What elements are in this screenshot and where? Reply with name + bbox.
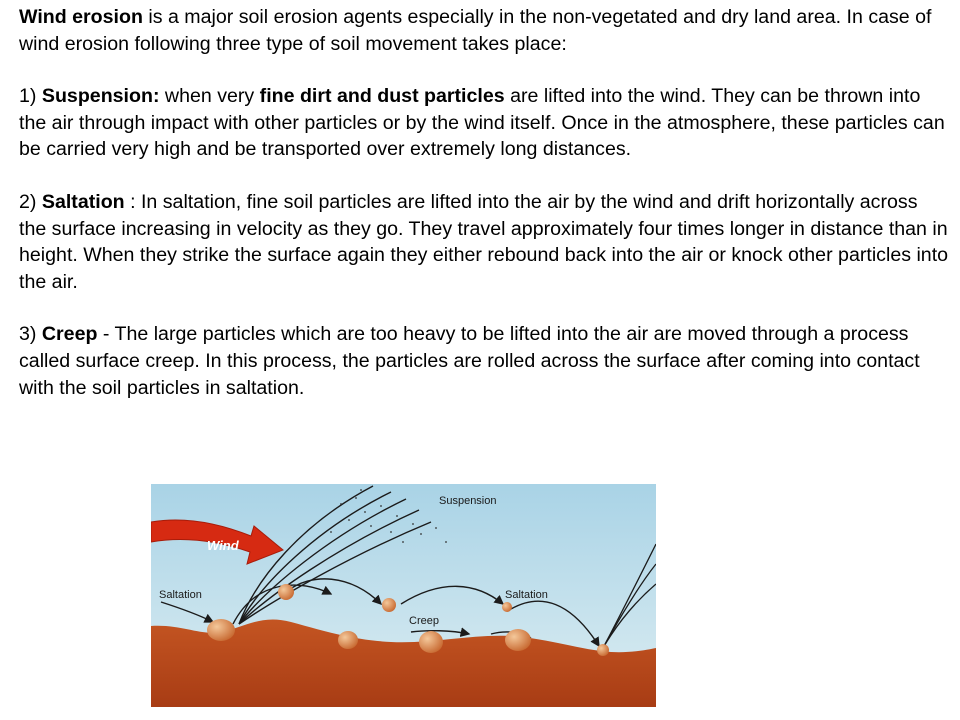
suspension-paragraph [19,83,949,163]
wind-label: Wind [207,538,239,553]
item-number: 1) [19,85,37,108]
suspension-emphasis: fine dirt and dust particles [259,85,505,108]
creep-paragraph [19,321,949,401]
item-number: 2) [19,190,37,213]
article-text [19,4,949,427]
suspension-text-a: when very [159,85,260,108]
saltation-paragraph [19,189,949,295]
wind-erosion-diagram [151,484,656,707]
suspension-text-b: are lifted into the wind. They can be thrown into the air through impact with other particles or by the wind itself. Once in the atmosphere, these particles can be carried very high and be transported over extremely long distances. [19,85,945,161]
intro-term: Wind erosion [19,6,143,28]
creep-label: Creep [409,615,439,627]
diagram-svg [151,484,656,707]
creep-term: Creep [41,323,98,346]
saltation-label-left: Saltation [159,589,202,601]
intro-paragraph [19,4,949,57]
saltation-text: : In saltation, fine soil particles are lifted into the air by the wind and drift horizontally across the surface increasing in velocity as they go. They travel approximately four times longer in distance than in height. When they strike the surface again they either rebound back into the air or knock other particles into the air. [19,190,949,293]
item-number: 3) [19,323,37,346]
saltation-term: Saltation [41,190,125,213]
creep-text: - The large particles which are too heavy to be lifted into the air are moved through a process called surface creep. In this process, the particles are rolled across the surface after coming into contact with the soil particles in saltation. [19,323,920,399]
suspension-term: Suspension: [41,85,160,108]
suspension-label: Suspension [439,495,497,507]
intro-text: is a major soil erosion agents especially in the non-vegetated and dry land area. In case of wind erosion following three type of soil movement takes place: [19,6,932,55]
saltation-label-right: Saltation [505,589,548,601]
